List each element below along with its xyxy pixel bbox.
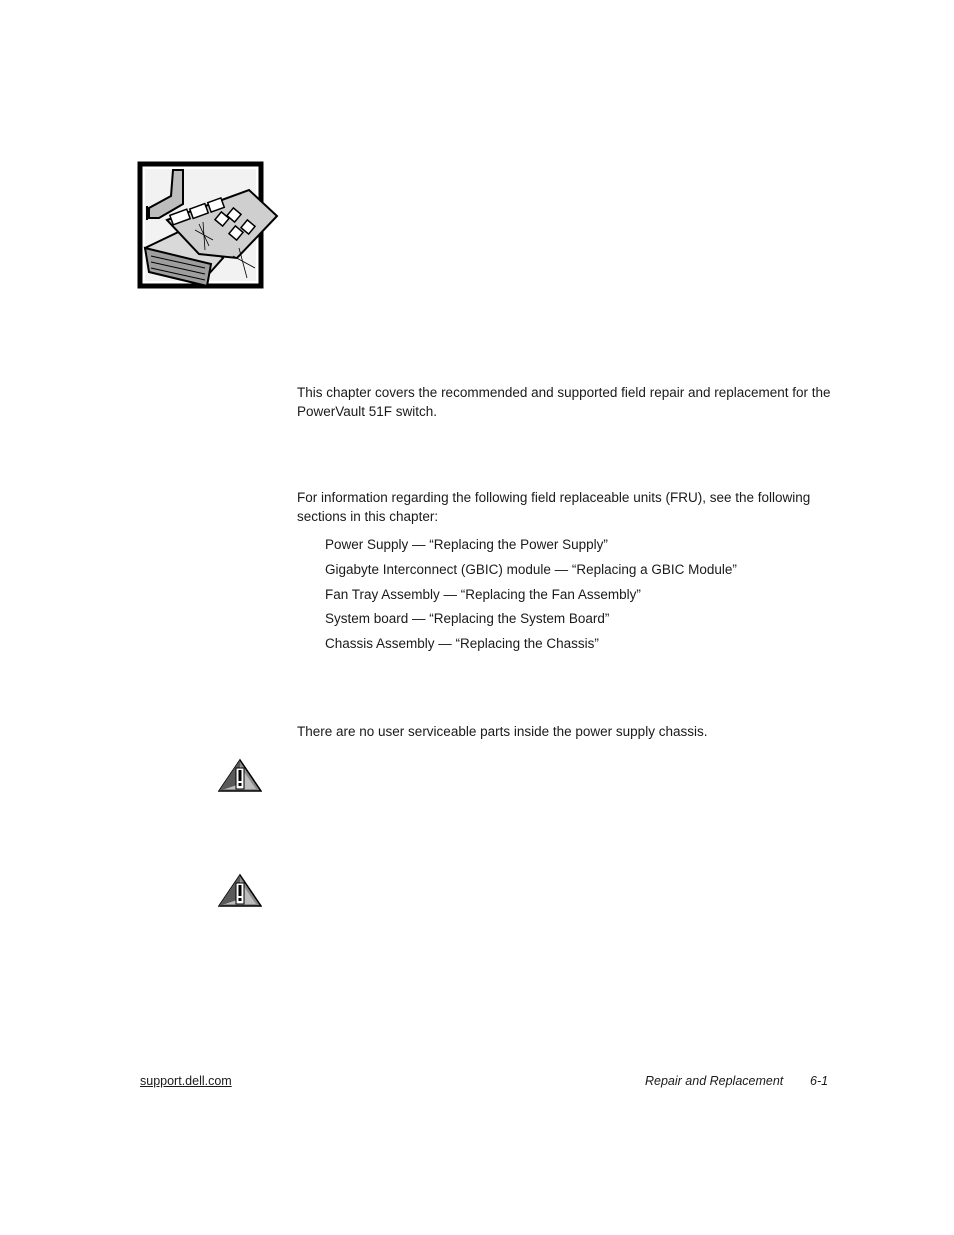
footer-page-number: 6-1 bbox=[810, 1074, 829, 1088]
fru-item-system-board: System board — “Replacing the System Board” bbox=[325, 611, 610, 627]
warning-triangle-icon bbox=[218, 758, 262, 792]
footer-chapter-title: Repair and Replacement bbox=[645, 1074, 784, 1088]
repair-book-circuit-board-icon bbox=[137, 160, 279, 292]
warning-triangle-icon bbox=[218, 873, 262, 907]
fru-item-fan-tray: Fan Tray Assembly — “Replacing the Fan Assembly” bbox=[325, 586, 641, 602]
intro-paragraph: This chapter covers the recommended and supported field repair and replacement for the PowerVault 51F switch. bbox=[297, 385, 831, 419]
power-supply-note: There are no user serviceable parts inside the power supply chassis. bbox=[297, 724, 708, 739]
fru-list bbox=[325, 535, 737, 659]
footer-support-link[interactable]: support.dell.com bbox=[140, 1074, 232, 1088]
fru-item-power-supply: Power Supply — “Replacing the Power Supply” bbox=[325, 537, 608, 552]
fru-item-gbic-module: Gigabyte Interconnect (GBIC) module — “Replacing a GBIC Module” bbox=[325, 561, 737, 577]
fru-intro-paragraph: For information regarding the following field replaceable units (FRU), see the following sections in this chapter: bbox=[297, 490, 811, 524]
fru-item-chassis: Chassis Assembly — “Replacing the Chassis” bbox=[325, 636, 599, 652]
